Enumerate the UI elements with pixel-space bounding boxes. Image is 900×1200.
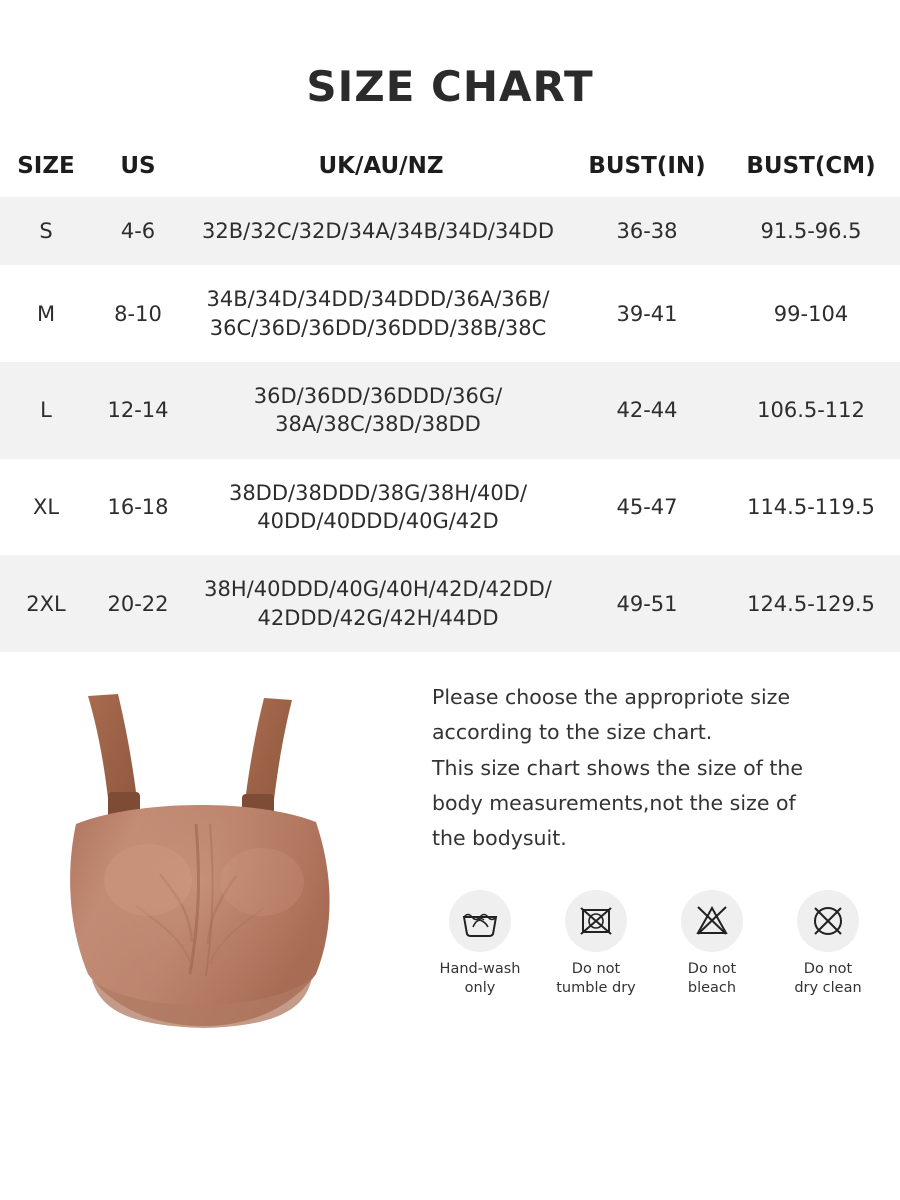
cell-bust-cm: 106.5-112: [722, 362, 900, 459]
table-row: [0, 459, 900, 556]
cell-us: 16-18: [92, 459, 184, 556]
page-title: SIZE CHART: [306, 62, 594, 111]
care-label-line: Do not: [571, 961, 621, 978]
no-tumble-dry-icon: [565, 890, 627, 952]
size-chart-table: [0, 139, 900, 652]
table-row: [0, 555, 900, 652]
cell-uk-line: 38DD/38DDD/38G/38H/40D/: [228, 480, 528, 505]
cell-bust-in: 36-38: [572, 197, 722, 265]
cell-bust-in: 42-44: [572, 362, 722, 459]
table-row: [0, 265, 900, 362]
column-header-bust-cm: BUST(CM): [722, 139, 900, 197]
column-header-us: US: [92, 139, 184, 197]
care-label-line: Do not: [803, 961, 853, 978]
care-instructions: [428, 890, 880, 998]
cell-uk-line: 36D/36DD/36DDD/36G/: [253, 384, 503, 409]
cell-uk-line: 32B/32C/32D/34A/34B/34D/34DD: [201, 219, 555, 243]
cell-bust-in: 39-41: [572, 265, 722, 362]
hand-wash-icon: [449, 890, 511, 952]
cell-size: M: [0, 265, 92, 362]
care-label-line: Hand-wash: [439, 961, 521, 978]
cell-uk-line: 38A/38C/38D/38DD: [275, 412, 481, 437]
note-line: Please choose the appropriote size: [432, 685, 791, 710]
cell-uk-line: 38H/40DDD/40G/40H/42D/42DD/: [204, 577, 552, 602]
care-label: [660, 960, 764, 998]
care-item-no-dry-clean: [776, 890, 880, 998]
care-label-line: only: [464, 979, 496, 996]
care-label-line: Do not: [687, 961, 737, 978]
care-item-no-bleach: [660, 890, 764, 998]
care-label-line: bleach: [687, 979, 737, 996]
table-row: [0, 362, 900, 459]
care-label: [776, 960, 880, 998]
care-label: [428, 960, 532, 998]
cell-uk: [184, 197, 572, 265]
note-line: This size chart shows the size of the: [432, 755, 804, 780]
cell-bust-cm: 114.5-119.5: [722, 459, 900, 556]
table-header: [0, 139, 900, 197]
size-notes: [432, 680, 872, 856]
cell-bust-in: 45-47: [572, 459, 722, 556]
cell-us: 12-14: [92, 362, 184, 459]
cell-bust-cm: 99-104: [722, 265, 900, 362]
cell-uk-line: 40DD/40DDD/40G/42D: [257, 509, 499, 534]
table-row: [0, 197, 900, 265]
note-line: the bodysuit.: [432, 826, 567, 851]
cell-size: L: [0, 362, 92, 459]
cell-us: 20-22: [92, 555, 184, 652]
note-line: body measurements,not the size of: [432, 790, 796, 815]
table-body: [0, 197, 900, 652]
cell-size: XL: [0, 459, 92, 556]
cell-us: 4-6: [92, 197, 184, 265]
care-label: [544, 960, 648, 998]
cell-size: 2XL: [0, 555, 92, 652]
cell-uk: [184, 555, 572, 652]
cell-uk-line: 36C/36D/36DD/36DDD/38B/38C: [209, 315, 547, 340]
cell-bust-cm: 91.5-96.5: [722, 197, 900, 265]
nursing-bra-image: [40, 674, 380, 1054]
column-header-bust-in: BUST(IN): [572, 139, 722, 197]
cell-uk-line: 42DDD/42G/42H/44DD: [257, 605, 499, 630]
cell-bust-cm: 124.5-129.5: [722, 555, 900, 652]
cell-uk: [184, 362, 572, 459]
cell-uk: [184, 459, 572, 556]
care-label-line: tumble dry: [556, 979, 636, 996]
cell-bust-in: 49-51: [572, 555, 722, 652]
column-header-uk-au-nz: UK/AU/NZ: [184, 139, 572, 197]
lower-section: [0, 652, 900, 1082]
cell-uk-line: 34B/34D/34DD/34DDD/36A/36B/: [206, 287, 550, 312]
column-header-size: SIZE: [0, 139, 92, 197]
no-dry-clean-icon: [797, 890, 859, 952]
care-label-line: dry clean: [794, 979, 862, 996]
care-item-no-tumble-dry: [544, 890, 648, 998]
care-item-hand-wash: [428, 890, 532, 998]
no-bleach-icon: [681, 890, 743, 952]
table-header-row: [0, 139, 900, 197]
cell-uk: [184, 265, 572, 362]
cell-us: 8-10: [92, 265, 184, 362]
cell-size: S: [0, 197, 92, 265]
note-line: according to the size chart.: [432, 720, 713, 745]
